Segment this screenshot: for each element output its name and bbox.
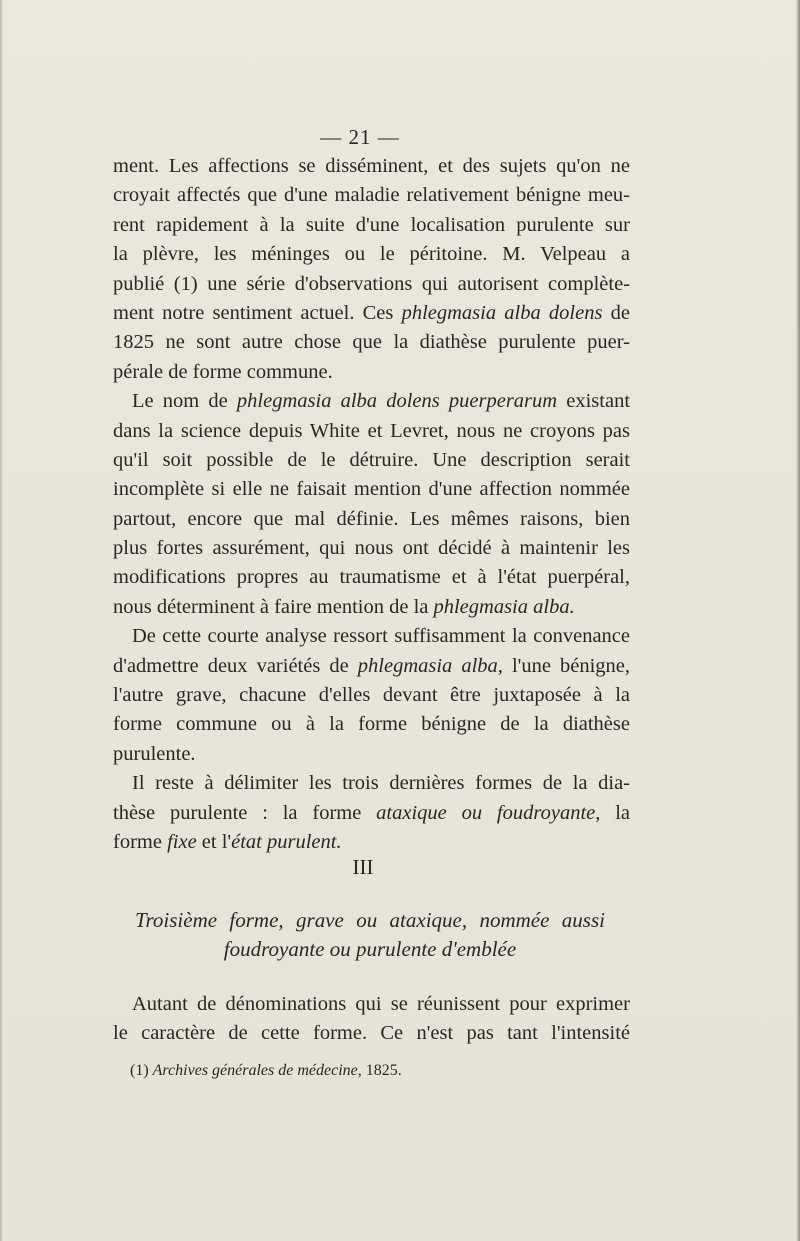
footnote-year: 1825.: [365, 1062, 402, 1079]
text-line: pérale de forme commune.: [113, 360, 333, 383]
text-line: 1825 ne sont autre chose que la diathèse purulente puer-: [113, 331, 630, 354]
text-line: d'admettre deux variétés de phlegmasia alba, l'une bénigne,: [113, 654, 631, 677]
text-line: nous déterminent à faire mention de la phlegmasia alba.: [113, 595, 575, 618]
text-line: forme commune ou à la forme bénigne de la diathèse: [113, 713, 630, 736]
text-line: ment. Les affections se disséminent, et des sujets qu'on ne: [113, 155, 630, 177]
text-line: thèse purulente : la forme ataxique ou foudroyante, la: [113, 801, 631, 824]
body-text-continued: [113, 990, 630, 1049]
section-number: III: [352, 855, 374, 879]
text-line: publié (1) une série d'observations qui autorisent complète-: [113, 272, 630, 295]
text-line: purulente.: [113, 742, 196, 765]
subtitle-line: foudroyante ou purulente d'emblée: [223, 937, 517, 961]
text-line: la plèvre, les méninges ou le péritoine. M. Velpeau a: [113, 243, 630, 266]
text-line: le caractère de cette forme. Ce n'est pas tant l'intensité: [113, 1022, 630, 1045]
text-line: Le nom de phlegmasia alba dolens puerperarum existant: [132, 390, 631, 413]
page-left-edge: [0, 0, 3, 1241]
text-line: l'autre grave, chacune d'elles devant être juxtaposée à la: [113, 684, 630, 707]
footnote-number: (1): [130, 1062, 149, 1079]
subtitle-line: Troisième forme, grave ou ataxique, nommée aussi: [135, 908, 605, 932]
text-line: croyait affectés que d'une maladie relativement bénigne meu-: [113, 184, 630, 207]
text-line: Autant de dénominations qui se réunissent pour exprimer: [132, 993, 630, 1015]
text-line: Il reste à délimiter les trois dernières formes de la dia-: [132, 772, 630, 795]
text-line: forme fixe et l'état purulent.: [113, 830, 342, 853]
text-line: modifications propres au traumatisme et à l'état puerpéral,: [113, 566, 630, 589]
text-line: incomplète si elle ne faisait mention d'une affection nommée: [113, 478, 630, 501]
text-line: plus fortes assurément, qui nous ont décidé à maintenir les: [113, 537, 630, 560]
text-line: rent rapidement à la suite d'une localisation purulente sur: [113, 213, 630, 236]
text-line: dans la science depuis White et Levret, nous ne croyons pas: [113, 419, 630, 442]
page-right-edge: [796, 0, 800, 1241]
text-line: De cette courte analyse ressort suffisamment la convenance: [132, 625, 630, 648]
text-line: qu'il soit possible de le détruire. Une description serait: [113, 448, 630, 471]
text-line: partout, encore que mal définie. Les mêmes raisons, bien: [113, 507, 630, 530]
section-subtitle: [135, 906, 605, 964]
text-line: ment notre sentiment actuel. Ces phlegmasia alba dolens de: [113, 301, 630, 324]
page-number: — 21 —: [320, 125, 400, 149]
body-text: [113, 152, 630, 857]
footnote-source: Archives générales de médecine,: [152, 1062, 362, 1079]
footnote: [130, 1062, 402, 1080]
